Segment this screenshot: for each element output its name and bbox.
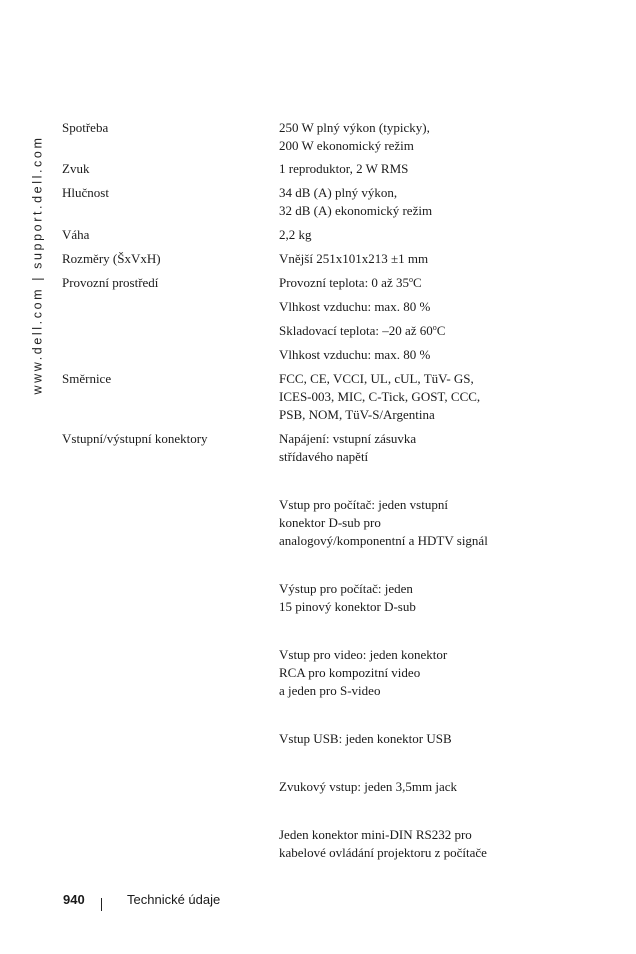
spec-value-line: analogový/komponentní a HDTV signál (279, 533, 488, 548)
spec-value-line: RCA pro kompozitní video (279, 665, 421, 680)
spec-value-line: FCC, CE, VCCI, UL, cUL, TüV- GS, (279, 371, 474, 386)
spec-value-line: 200 W ekonomický režim (279, 138, 414, 153)
spec-label-connectors: Vstupní/výstupní konektory (62, 431, 208, 446)
spec-value-storage-temp (279, 322, 445, 340)
spec-value-line: Vstup pro video: jeden konektor (279, 647, 448, 662)
spec-label-noise: Hlučnost (62, 185, 109, 200)
spec-label-environment: Provozní prostředí (62, 275, 159, 290)
spec-value-storage-humidity (279, 346, 430, 364)
spec-value-dimensions (279, 250, 428, 268)
spec-value-line: Napájení: vstupní zásuvka (279, 431, 417, 446)
spec-value-line: 1 reproduktor, 2 W RMS (279, 161, 409, 176)
spec-value-power (279, 119, 430, 155)
spec-value-line: Jeden konektor mini-DIN RS232 pro (279, 827, 472, 842)
spec-value-line: Skladovací teplota: –20 až 60$^o$C (279, 323, 446, 338)
spec-value-line: Vnější 251x101x213 ±1 mm (279, 251, 429, 266)
spec-value-line: 32 dB (A) ekonomický režim (279, 203, 433, 218)
spec-label-weight: Váha (62, 227, 90, 242)
spec-value-line: Zvukový vstup: jeden 3,5mm jack (279, 779, 458, 794)
spec-value-rs232 (279, 826, 487, 862)
spec-value-line: Vstup USB: jeden konektor USB (279, 731, 452, 746)
spec-value-line: 250 W plný výkon (typicky), (279, 120, 430, 135)
spec-value-line: 34 dB (A) plný výkon, (279, 185, 398, 200)
spec-value-line: kabelové ovládání projektoru z počítače (279, 845, 487, 860)
spec-value-line: a jeden pro S-video (279, 683, 381, 698)
spec-value-operating-temp (279, 274, 422, 292)
side-url-text: www.dell.com | support.dell.com (30, 135, 45, 395)
side-url-margin (22, 120, 52, 410)
spec-value-computer-input (279, 496, 488, 550)
spec-value-audio-input (279, 778, 457, 796)
spec-value-line: Vstup pro počítač: jeden vstupní (279, 497, 448, 512)
footer-divider (101, 898, 102, 911)
footer-section-title: Technické údaje (127, 892, 221, 907)
spec-value-operating-humidity (279, 298, 430, 316)
spec-value-line: konektor D-sub pro (279, 515, 381, 530)
spec-value-sound (279, 160, 408, 178)
spec-value-weight (279, 226, 312, 244)
spec-value-noise (279, 184, 432, 220)
spec-value-regulatory (279, 370, 480, 424)
spec-value-usb-input (279, 730, 452, 748)
spec-value-line: 15 pinový konektor D-sub (279, 599, 416, 614)
spec-value-line: Provozní teplota: 0 až 35$^o$C (279, 275, 422, 290)
spec-value-line: Vlhkost vzduchu: max. 80 % (279, 347, 431, 362)
spec-value-line: Vlhkost vzduchu: max. 80 % (279, 299, 431, 314)
spec-value-line: 2,2 kg (279, 227, 312, 242)
spec-value-line: ICES-003, MIC, C-Tick, GOST, CCC, (279, 389, 481, 404)
spec-value-computer-output (279, 580, 416, 616)
spec-label-dimensions: Rozměry (ŠxVxH) (62, 251, 161, 266)
page-number: 940 (63, 892, 85, 907)
spec-label-power: Spotřeba (62, 120, 109, 135)
spec-value-line: střídavého napětí (279, 449, 369, 464)
spec-label-regulatory: Směrnice (62, 371, 112, 386)
spec-value-video-input (279, 646, 447, 700)
spec-value-line: Výstup pro počítač: jeden (279, 581, 413, 596)
spec-value-power-input (279, 430, 416, 466)
spec-label-sound: Zvuk (62, 161, 90, 176)
spec-value-line: PSB, NOM, TüV-S/Argentina (279, 407, 435, 422)
